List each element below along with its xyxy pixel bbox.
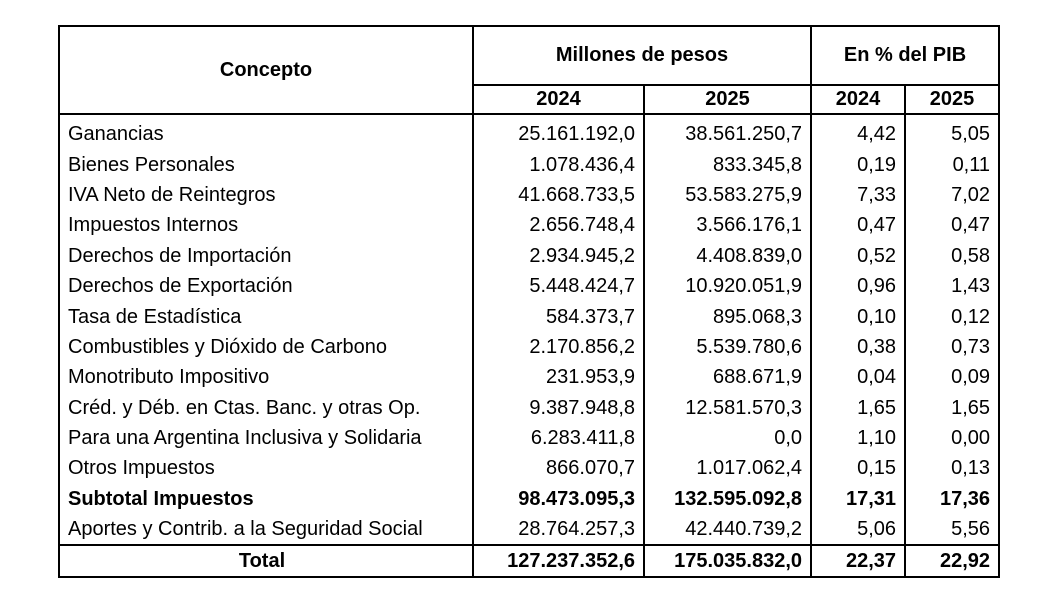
fiscal-revenue-table <box>58 25 1000 578</box>
total-label: Total <box>59 545 473 577</box>
millones-2024-cell: 2.170.856,2 <box>473 332 644 362</box>
total-row <box>59 545 999 577</box>
millones-2024-cell: 98.473.095,3 <box>473 484 644 514</box>
table-body <box>59 114 999 545</box>
concept-cell: Impuestos Internos <box>59 210 473 240</box>
table-row <box>59 514 999 545</box>
concept-cell: Aportes y Contrib. a la Seguridad Social <box>59 514 473 545</box>
millones-2025-cell: 4.408.839,0 <box>644 241 811 271</box>
pib-2025-cell: 1,65 <box>905 393 999 423</box>
table-row <box>59 484 999 514</box>
millones-2024-cell: 5.448.424,7 <box>473 271 644 301</box>
pib-2024-cell: 0,47 <box>811 210 905 240</box>
pib-2024-cell: 4,42 <box>811 114 905 149</box>
concept-cell: Derechos de Importación <box>59 241 473 271</box>
millones-2025-cell: 3.566.176,1 <box>644 210 811 240</box>
table-row <box>59 423 999 453</box>
millones-2024-cell: 1.078.436,4 <box>473 149 644 179</box>
concept-cell: Para una Argentina Inclusiva y Solidaria <box>59 423 473 453</box>
concept-cell: Subtotal Impuestos <box>59 484 473 514</box>
millones-2025-cell: 53.583.275,9 <box>644 180 811 210</box>
pib-2025-cell: 0,11 <box>905 149 999 179</box>
pib-2025-cell: 0,58 <box>905 241 999 271</box>
concept-cell: Ganancias <box>59 114 473 149</box>
pib-2025-cell: 0,47 <box>905 210 999 240</box>
total-millones-2024: 127.237.352,6 <box>473 545 644 577</box>
millones-2024-cell: 584.373,7 <box>473 301 644 331</box>
pib-2025-cell: 17,36 <box>905 484 999 514</box>
millones-2025-cell: 1.017.062,4 <box>644 453 811 483</box>
table-row <box>59 362 999 392</box>
pib-2025-cell: 0,00 <box>905 423 999 453</box>
table-row <box>59 301 999 331</box>
header-year-millones-2025: 2025 <box>644 85 811 114</box>
concept-cell: Combustibles y Dióxido de Carbono <box>59 332 473 362</box>
total-millones-2025: 175.035.832,0 <box>644 545 811 577</box>
total-pib-2024: 22,37 <box>811 545 905 577</box>
pib-2024-cell: 0,52 <box>811 241 905 271</box>
millones-2025-cell: 10.920.051,9 <box>644 271 811 301</box>
millones-2024-cell: 6.283.411,8 <box>473 423 644 453</box>
header-concepto: Concepto <box>59 26 473 114</box>
table-row <box>59 149 999 179</box>
millones-2024-cell: 9.387.948,8 <box>473 393 644 423</box>
pib-2024-cell: 1,10 <box>811 423 905 453</box>
pib-2025-cell: 5,56 <box>905 514 999 545</box>
pib-2024-cell: 0,96 <box>811 271 905 301</box>
pib-2025-cell: 5,05 <box>905 114 999 149</box>
millones-2025-cell: 688.671,9 <box>644 362 811 392</box>
concept-cell: Otros Impuestos <box>59 453 473 483</box>
millones-2025-cell: 12.581.570,3 <box>644 393 811 423</box>
header-year-pib-2024: 2024 <box>811 85 905 114</box>
concept-cell: Monotributo Impositivo <box>59 362 473 392</box>
pib-2024-cell: 1,65 <box>811 393 905 423</box>
pib-2025-cell: 0,09 <box>905 362 999 392</box>
pib-2024-cell: 0,04 <box>811 362 905 392</box>
millones-2025-cell: 5.539.780,6 <box>644 332 811 362</box>
concept-cell: Tasa de Estadística <box>59 301 473 331</box>
table-row <box>59 393 999 423</box>
millones-2025-cell: 833.345,8 <box>644 149 811 179</box>
pib-2024-cell: 5,06 <box>811 514 905 545</box>
millones-2024-cell: 41.668.733,5 <box>473 180 644 210</box>
table-row <box>59 180 999 210</box>
millones-2024-cell: 25.161.192,0 <box>473 114 644 149</box>
pib-2025-cell: 0,12 <box>905 301 999 331</box>
header-year-millones-2024: 2024 <box>473 85 644 114</box>
millones-2025-cell: 0,0 <box>644 423 811 453</box>
header-porcentaje-pib: En % del PIB <box>811 26 999 85</box>
concept-cell: Créd. y Déb. en Ctas. Banc. y otras Op. <box>59 393 473 423</box>
table-row <box>59 332 999 362</box>
pib-2024-cell: 0,38 <box>811 332 905 362</box>
millones-2024-cell: 28.764.257,3 <box>473 514 644 545</box>
pib-2025-cell: 7,02 <box>905 180 999 210</box>
header-year-pib-2025: 2025 <box>905 85 999 114</box>
millones-2024-cell: 2.656.748,4 <box>473 210 644 240</box>
table-row <box>59 241 999 271</box>
table-row <box>59 453 999 483</box>
concept-cell: Bienes Personales <box>59 149 473 179</box>
pib-2024-cell: 0,10 <box>811 301 905 331</box>
pib-2024-cell: 0,15 <box>811 453 905 483</box>
pib-2025-cell: 1,43 <box>905 271 999 301</box>
concept-cell: IVA Neto de Reintegros <box>59 180 473 210</box>
millones-2025-cell: 132.595.092,8 <box>644 484 811 514</box>
pib-2025-cell: 0,13 <box>905 453 999 483</box>
millones-2024-cell: 2.934.945,2 <box>473 241 644 271</box>
millones-2024-cell: 231.953,9 <box>473 362 644 392</box>
millones-2024-cell: 866.070,7 <box>473 453 644 483</box>
millones-2025-cell: 38.561.250,7 <box>644 114 811 149</box>
concept-cell: Derechos de Exportación <box>59 271 473 301</box>
pib-2025-cell: 0,73 <box>905 332 999 362</box>
total-pib-2025: 22,92 <box>905 545 999 577</box>
pib-2024-cell: 7,33 <box>811 180 905 210</box>
pib-2024-cell: 0,19 <box>811 149 905 179</box>
millones-2025-cell: 895.068,3 <box>644 301 811 331</box>
header-millones-de-pesos: Millones de pesos <box>473 26 811 85</box>
table-row <box>59 114 999 149</box>
millones-2025-cell: 42.440.739,2 <box>644 514 811 545</box>
pib-2024-cell: 17,31 <box>811 484 905 514</box>
table-row <box>59 210 999 240</box>
table-row <box>59 271 999 301</box>
